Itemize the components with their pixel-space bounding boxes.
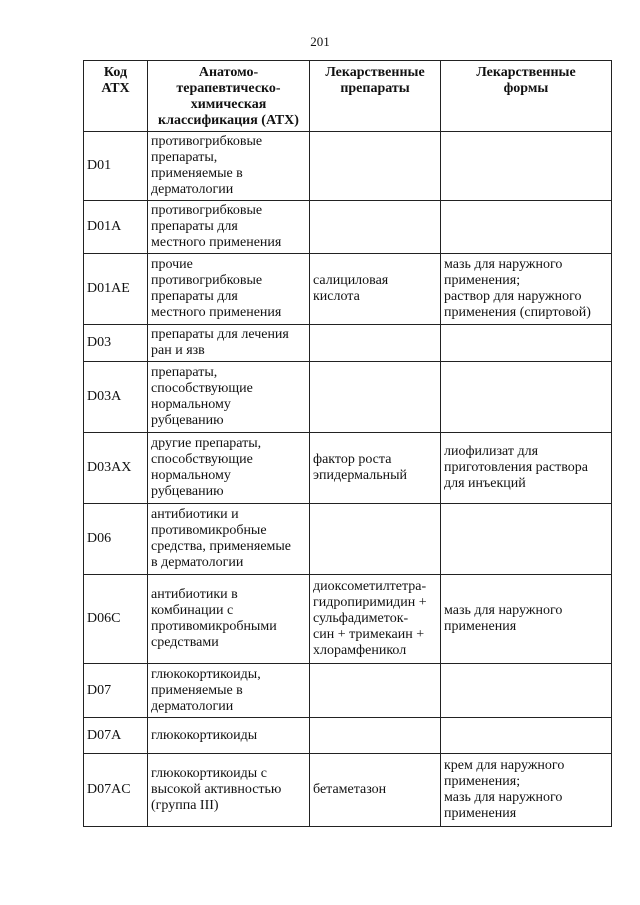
classification-cell: антибиотики в комбинации с противомикробными средствами <box>148 575 310 664</box>
table-row <box>84 362 612 433</box>
drugs-cell <box>310 201 441 254</box>
table-row <box>84 664 612 718</box>
drugs-cell: фактор роста эпидермальный <box>310 433 441 504</box>
atx-code-cell: D07 <box>84 664 148 718</box>
drugs-cell <box>310 664 441 718</box>
classification-cell: прочие противогрибковые препараты для местного применения <box>148 254 310 325</box>
table-row <box>84 718 612 754</box>
atx-code-cell: D07AC <box>84 754 148 827</box>
forms-cell <box>441 718 612 754</box>
classification-cell: глюкокортикоиды <box>148 718 310 754</box>
drugs-cell: диоксометилтетра- гидропиримидин + сульфадиметок- син + тримекаин + хлорамфеникол <box>310 575 441 664</box>
atx-code-cell: D03AX <box>84 433 148 504</box>
classification-cell: противогрибковые препараты, применяемые в дерматологии <box>148 132 310 201</box>
drugs-cell: бетаметазон <box>310 754 441 827</box>
table-row <box>84 433 612 504</box>
page-number: 201 <box>310 34 330 49</box>
table-row <box>84 325 612 362</box>
classification-cell: другие препараты, способствующие нормальному рубцеванию <box>148 433 310 504</box>
forms-cell: мазь для наружного применения <box>441 575 612 664</box>
atx-code-cell: D03 <box>84 325 148 362</box>
forms-cell <box>441 504 612 575</box>
forms-cell: лиофилизат для приготовления раствора для инъекций <box>441 433 612 504</box>
atx-code-cell: D01 <box>84 132 148 201</box>
drugs-cell <box>310 504 441 575</box>
classification-cell: препараты для лечения ран и язв <box>148 325 310 362</box>
forms-cell <box>441 132 612 201</box>
drugs-cell <box>310 362 441 433</box>
header-dosage-forms: Лекарственные формы <box>441 61 612 132</box>
forms-cell <box>441 201 612 254</box>
classification-cell: глюкокортикоиды с высокой активностью (группа III) <box>148 754 310 827</box>
drugs-cell <box>310 132 441 201</box>
header-drugs: Лекарственные препараты <box>310 61 441 132</box>
atx-code-cell: D01A <box>84 201 148 254</box>
atx-code-cell: D03A <box>84 362 148 433</box>
drugs-cell <box>310 718 441 754</box>
atx-code-cell: D07A <box>84 718 148 754</box>
table-row <box>84 754 612 827</box>
atx-table <box>83 60 612 827</box>
drugs-cell: салициловая кислота <box>310 254 441 325</box>
table-row <box>84 254 612 325</box>
classification-cell: антибиотики и противомикробные средства, применяемые в дерматологии <box>148 504 310 575</box>
table-row <box>84 132 612 201</box>
header-atx-code: Код АТХ <box>84 61 148 132</box>
forms-cell <box>441 325 612 362</box>
classification-cell: глюкокортикоиды, применяемые в дерматологии <box>148 664 310 718</box>
forms-cell: мазь для наружного применения; раствор для наружного применения (спиртовой) <box>441 254 612 325</box>
table-row <box>84 201 612 254</box>
atx-code-cell: D06 <box>84 504 148 575</box>
atx-code-cell: D01AE <box>84 254 148 325</box>
table-header-row <box>84 61 612 132</box>
drugs-cell <box>310 325 441 362</box>
table-row <box>84 575 612 664</box>
forms-cell: крем для наружного применения; мазь для наружного применения <box>441 754 612 827</box>
atx-code-cell: D06C <box>84 575 148 664</box>
classification-cell: противогрибковые препараты для местного применения <box>148 201 310 254</box>
header-classification: Анатомо- терапевтическо- химическая классификация (АТХ) <box>148 61 310 132</box>
forms-cell <box>441 362 612 433</box>
forms-cell <box>441 664 612 718</box>
classification-cell: препараты, способствующие нормальному рубцеванию <box>148 362 310 433</box>
table-row <box>84 504 612 575</box>
